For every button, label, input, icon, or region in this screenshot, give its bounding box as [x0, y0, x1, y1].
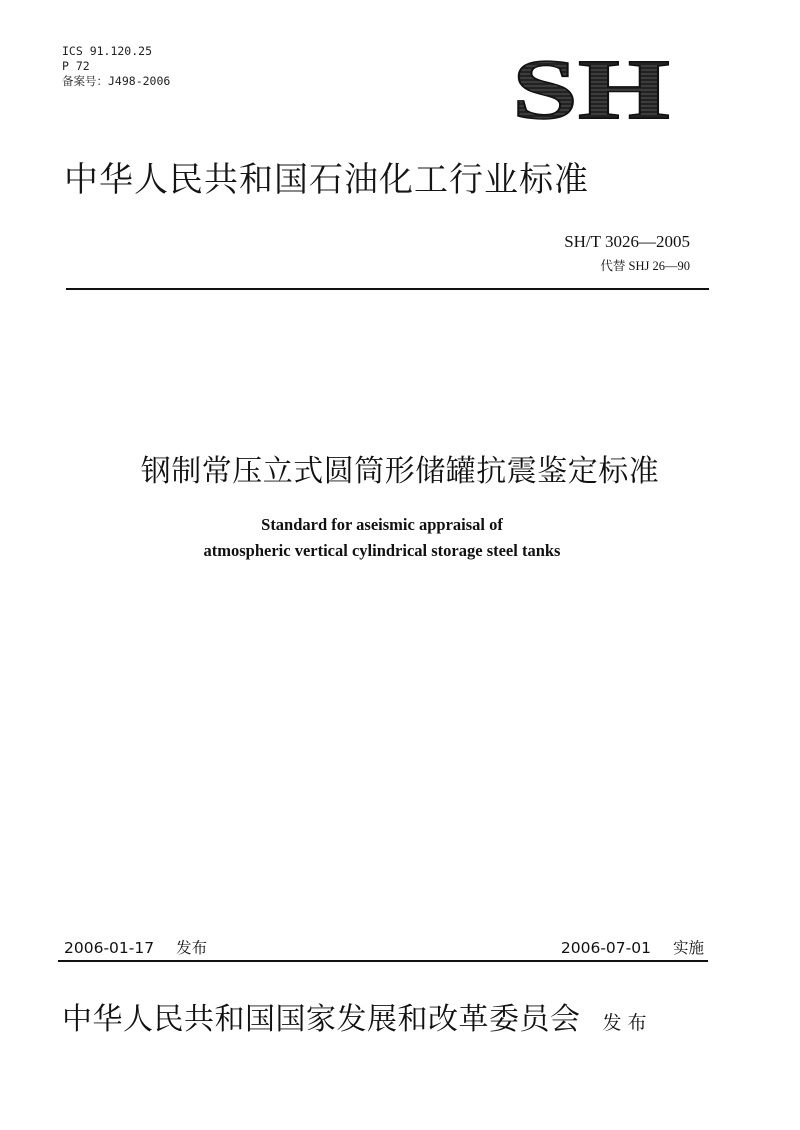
- record-number: 备案号：J498-2006: [62, 74, 171, 88]
- effective-date: 2006-07-01: [560, 939, 651, 957]
- document-title-en-line2: atmospheric vertical cylindrical storage steel tanks: [203, 541, 561, 560]
- standard-code: SH/T 3026—2005: [564, 232, 690, 251]
- top-divider: [66, 288, 709, 290]
- issue-date: 2006-01-17: [64, 939, 155, 957]
- document-title-en-line1: Standard for aseismic appraisal of: [261, 515, 503, 534]
- effective-label: 实施: [672, 939, 704, 957]
- standard-number-block: [564, 232, 690, 274]
- replaces-standard: 代替 SHJ 26—90: [600, 259, 690, 273]
- effective-date-block: [561, 936, 704, 958]
- gov-industry-title: 中华人民共和国石油化工行业标准: [64, 160, 589, 200]
- issue-date-block: [64, 936, 207, 958]
- document-title-en: [0, 512, 764, 564]
- classification-block: [62, 44, 170, 89]
- bottom-divider: [58, 960, 708, 962]
- issue-label: 发布: [176, 939, 208, 957]
- document-title-cn: 钢制常压立式圆筒形储罐抗震鉴定标准: [140, 454, 660, 489]
- ics-code: ICS 91.120.25: [62, 44, 153, 58]
- dates-row: [64, 936, 704, 960]
- sh-logo: [512, 52, 672, 126]
- issuer-line: [62, 994, 722, 1038]
- class-code: P 72: [62, 59, 90, 73]
- issuer-suffix: 发布: [602, 1012, 653, 1034]
- sh-logo-text: SH: [512, 52, 670, 126]
- issuer-name: 中华人民共和国国家发展和改革委员会: [62, 1002, 581, 1037]
